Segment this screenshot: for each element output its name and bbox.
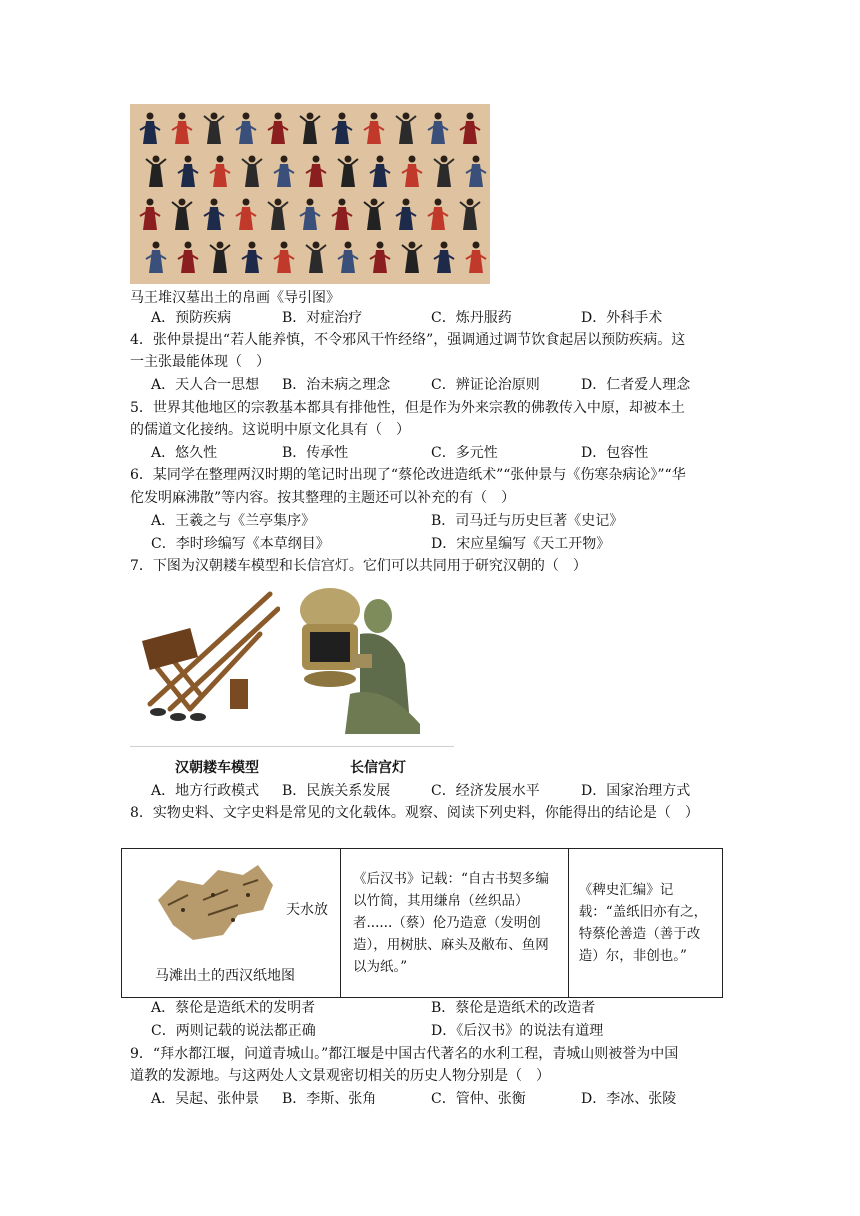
map-caption: 马滩出土的西汉纸地图 — [155, 968, 295, 984]
q8-source-table — [121, 848, 723, 998]
q3-option-a[interactable]: A．预防疾病 — [151, 310, 232, 326]
q6-option-a[interactable]: A．王羲之与《兰亭集序》 — [151, 513, 316, 529]
q3-option-d[interactable]: D．外科手术 — [581, 310, 663, 326]
q6-stem-line2: 佗发明麻沸散”等内容。按其整理的主题还可以补充的有（ ） — [130, 490, 516, 506]
q7-stem-line1: 7．下图为汉朝耧车模型和长信宫灯。它们可以共同用于研究汉朝的（ ） — [130, 558, 587, 574]
daoyin-caption: 马王堆汉墓出土的帛画《导引图》 — [130, 290, 340, 306]
q3-option-b[interactable]: B．对症治疗 — [282, 310, 363, 326]
q8-option-b[interactable]: B．蔡伦是造纸术的改造者 — [431, 1000, 596, 1016]
q8-option-a[interactable]: A．蔡伦是造纸术的发明者 — [151, 1000, 316, 1016]
daoyin-painting-image — [130, 104, 490, 284]
q8-stem-line1: 8．实物史料、文字史料是常见的文化载体。观察、阅读下列史料，你能得出的结论是（ ） — [130, 805, 699, 821]
q4-option-a[interactable]: A．天人合一思想 — [151, 377, 260, 393]
q6-option-d[interactable]: D．宋应星编写《天工开物》 — [431, 536, 611, 552]
changxin-palace-lamp-image — [290, 584, 440, 742]
q8-option-d[interactable]: D．《后汉书》的说法有道理 — [431, 1023, 604, 1039]
q4-stem-line1: 4．张仲景提出“若人能养慎，不令邪风干忤经络”，强调通过调节饮食起居以预防疾病。这 — [130, 332, 686, 348]
q8-cell-baishi — [568, 849, 722, 998]
q9-option-b[interactable]: B．李斯、张角 — [282, 1091, 377, 1107]
q7-image-divider — [130, 746, 454, 747]
houhanshu-text: 《后汉书》记载：“自古书契多编以竹简，其用缣帛（丝织品）者......（蔡）伦乃造意（发明创造），用树肤、麻头及敝布、鱼网以为纸。” — [353, 871, 549, 975]
q8-cell-houhanshu — [341, 849, 569, 998]
q7-option-b[interactable]: B．民族关系发展 — [282, 783, 391, 799]
q5-option-a[interactable]: A．悠久性 — [151, 445, 218, 461]
q4-option-d[interactable]: D．仁者爱人理念 — [581, 377, 691, 393]
palace-lamp-caption: 长信宫灯 — [350, 760, 406, 776]
q6-option-b[interactable]: B．司马迁与历史巨著《史记》 — [431, 513, 624, 529]
q5-option-c[interactable]: C．多元性 — [431, 445, 498, 461]
paper-map-image — [148, 855, 288, 945]
q5-stem-line1: 5．世界其他地区的宗教基本都具有排他性，但是作为外来宗教的佛教传入中原，却被本土 — [130, 400, 685, 416]
q5-stem-line2: 的儒道文化接纳。这说明中原文化具有（ ） — [130, 422, 410, 438]
q3-option-c[interactable]: C．炼丹服药 — [431, 310, 512, 326]
q9-stem-line2: 道教的发源地。与这两处人文景观密切相关的历史人物分别是（ ） — [130, 1068, 550, 1084]
q6-option-c[interactable]: C．李时珍编写《本草纲目》 — [151, 536, 330, 552]
q5-option-b[interactable]: B．传承性 — [282, 445, 349, 461]
q7-option-a[interactable]: A．地方行政模式 — [151, 783, 260, 799]
q9-option-c[interactable]: C．管仲、张衡 — [431, 1091, 526, 1107]
q8-option-c[interactable]: C．两则记载的说法都正确 — [151, 1023, 316, 1039]
q9-stem-line1: 9．“拜水都江堰，问道青城山。”都江堰是中国古代著名的水利工程，青城山则被誉为中国 — [130, 1046, 679, 1062]
map-label: 天水放 — [286, 902, 328, 918]
q4-option-b[interactable]: B．治未病之理念 — [282, 377, 391, 393]
q5-option-d[interactable]: D．包容性 — [581, 445, 649, 461]
q8-cell-map — [122, 849, 341, 998]
q4-option-c[interactable]: C．辨证论治原则 — [431, 377, 540, 393]
q7-option-c[interactable]: C．经济发展水平 — [431, 783, 540, 799]
q9-option-a[interactable]: A．吴起、张仲景 — [151, 1091, 260, 1107]
q7-option-d[interactable]: D．国家治理方式 — [581, 783, 691, 799]
q9-option-d[interactable]: D．李冰、张陵 — [581, 1091, 677, 1107]
seed-drill-caption: 汉朝耧车模型 — [175, 760, 259, 776]
q4-stem-line2: 一主张最能体现（ ） — [130, 354, 270, 370]
q6-stem-line1: 6．某同学在整理两汉时期的笔记时出现了“蔡伦改进造纸术”“张仲景与《伤寒杂病论》”“华 — [130, 467, 686, 483]
baishi-text: 《稗史汇编》记载：“盖纸旧亦有之，特蔡伦善造（善于改造）尔，非创也。” — [578, 882, 708, 964]
seed-drill-image — [130, 584, 280, 734]
